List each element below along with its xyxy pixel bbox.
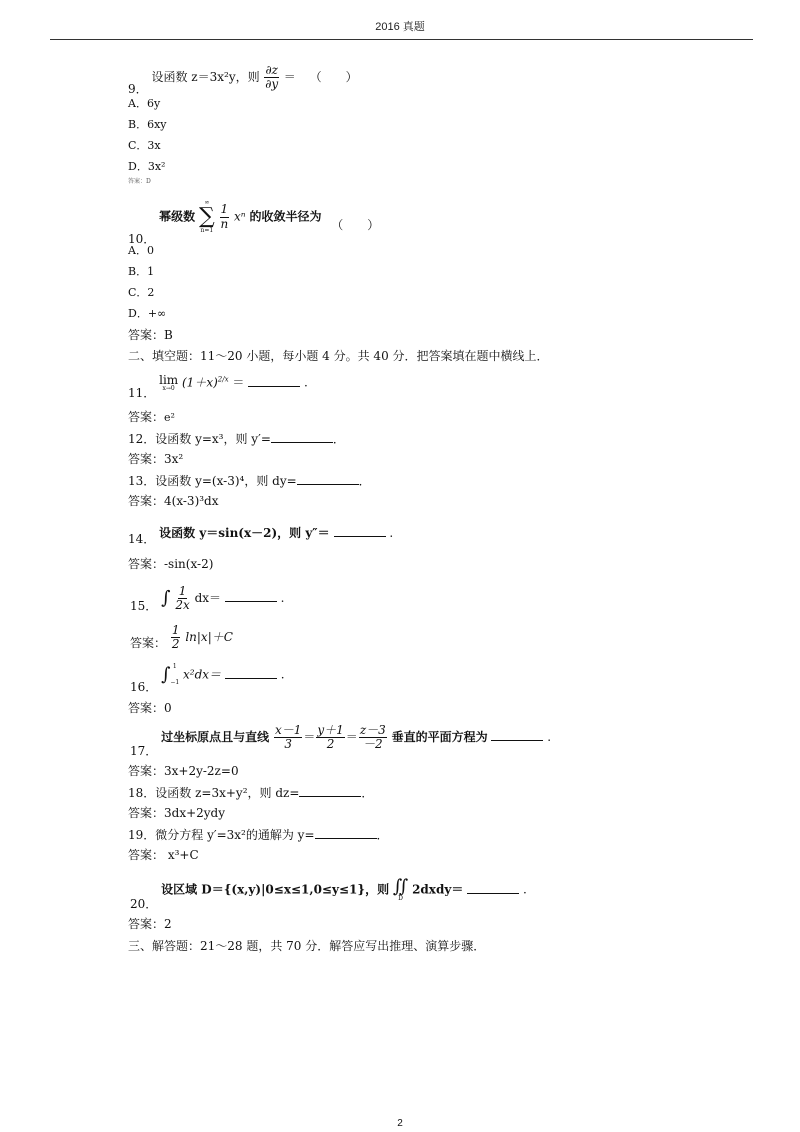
q16-lower: −1 — [170, 679, 180, 686]
q10-line — [128, 199, 380, 246]
q17-frac-1 — [274, 724, 302, 751]
section-2-heading: 二、填空题：11～20 小题，每小题 4 分。共 40 分．把答案填在题中横线上． — [128, 349, 549, 363]
q19-answer-blank — [315, 828, 377, 839]
q15-answer-label: 答案： — [130, 636, 167, 651]
q14-answer: 答案：-sin(x-2) — [128, 557, 214, 571]
q13-answer-blank — [297, 474, 359, 485]
q16-bounds — [170, 664, 179, 686]
q10-sum-top: ∞ — [204, 199, 210, 206]
q11-answer-label: 答案： — [128, 410, 165, 424]
q15-frac-num: 1 — [178, 584, 187, 598]
q10-option-a: A．0 — [128, 244, 154, 257]
q15-answer-blank — [225, 591, 277, 602]
section-3-heading: 三、解答题：21～28 题，共 70 分．解答应写出推理、演算步骤． — [128, 939, 486, 953]
q17-answer: 答案：3x+2y-2z=0 — [128, 764, 239, 778]
sigma-icon: ∑ — [198, 204, 215, 229]
q10-frac — [220, 203, 230, 230]
q10-option-c: C．2 — [128, 286, 155, 299]
q17-frac-2-num: y＋1 — [317, 723, 344, 737]
q16-answer: 答案：0 — [128, 701, 172, 715]
q13-text: 13．设函数 y=(x-3)⁴，则 dy= — [128, 474, 297, 488]
q20-number: 20． — [130, 896, 158, 911]
q16-end: . — [280, 667, 285, 682]
q20-stem: 设区域 D＝{(x,y)|0≤x≤1,0≤y≤1}，则 — [161, 882, 390, 897]
q11-expr: (1＋x) — [182, 375, 218, 390]
q20-answer: 答案：2 — [128, 917, 172, 931]
q11-answer — [128, 411, 175, 423]
q17-frac-3-den: －2 — [362, 737, 383, 752]
q16-integrand: x²dx＝ — [183, 667, 222, 682]
q18-text: 18．设函数 z=3x+y²，则 dz= — [128, 786, 300, 800]
q12-end: ． — [332, 432, 345, 446]
q12-text: 12．设函数 y=x³，则 y′= — [128, 432, 271, 446]
q14-stem: 设函数 y＝sin(x－2)，则 y″＝ — [159, 526, 330, 540]
q15-answer — [130, 624, 233, 651]
q20-end: . — [522, 882, 527, 897]
q9-paren: （ ） — [309, 70, 358, 85]
q11-lim-sub: x→0 — [162, 385, 175, 392]
q17-end: . — [547, 730, 552, 745]
q10-paren: （ ） — [331, 217, 380, 232]
q19-line — [128, 828, 389, 841]
q19-end: ． — [376, 828, 389, 842]
page-number: 2 — [397, 1118, 403, 1129]
q11-end: . — [304, 375, 308, 390]
q11-answer-blank — [248, 376, 300, 387]
q11-lim — [159, 374, 178, 392]
q16-number: 16． — [130, 679, 158, 694]
q9-stem: 设函数 z＝3x²y，则 — [151, 70, 260, 85]
q15-end: . — [280, 591, 285, 606]
q19-text: 19．微分方程 y′=3x²的通解为 y= — [128, 828, 315, 842]
q14-line — [128, 526, 394, 546]
q15-answer-frac-num: 1 — [171, 623, 180, 637]
q9-option-c: C．3x — [128, 139, 161, 152]
q17-line: 17． 过坐标原点且与直线 $\frac{x-1}{3}$ ＝ $\frac{y+1}{2}$ ＝ $\frac{z-3}{-2}$ 垂直的平面方程为 . — [130, 723, 552, 759]
q17-answer-blank — [491, 730, 543, 741]
q16-upper: 1 — [172, 663, 177, 670]
q17-frac-2 — [316, 724, 344, 751]
q10-number: 10． — [128, 231, 156, 246]
q13-answer: 答案：4(x-3)³dx — [128, 494, 219, 508]
q10-stem: 幂级数 — [159, 209, 196, 224]
q15-answer-frac — [171, 624, 181, 651]
q10-option-b: B．1 — [128, 265, 155, 278]
q14-answer-blank — [334, 526, 386, 537]
q16-answer-blank — [225, 668, 277, 679]
q18-end: ． — [361, 786, 374, 800]
q15-number: 15． — [130, 599, 158, 614]
q14-end: . — [389, 526, 394, 540]
header-rule — [50, 39, 753, 40]
q12-line — [128, 432, 345, 445]
q20-line — [130, 876, 527, 911]
q13-line — [128, 474, 371, 487]
q11-line — [128, 373, 308, 400]
page-header: 2016 真题 — [375, 21, 425, 33]
q15-frac — [175, 585, 189, 612]
q10-tail: 的收敛半径为 — [249, 209, 322, 224]
q17-frac-3-num: z－3 — [359, 723, 386, 737]
q10-frac-num: 1 — [220, 202, 229, 217]
q14-number: 14． — [128, 532, 156, 546]
q11-exponent: 2/x — [217, 375, 229, 384]
q18-answer-blank — [299, 786, 361, 797]
q11-lim-label: lim — [159, 373, 179, 387]
integral-icon: ∫ — [161, 587, 171, 609]
q9-option-b: B．6xy — [128, 118, 167, 131]
q16-line — [130, 663, 285, 694]
q20-double-integral — [393, 878, 408, 902]
q17-frac-3 — [359, 724, 387, 751]
q17-tail: 垂直的平面方程为 — [391, 730, 488, 745]
q10-sum-bottom: n=1 — [200, 227, 214, 234]
q9-number: 9． — [128, 82, 148, 97]
q9-answer: 答案：D — [128, 178, 151, 185]
q10-answer: 答案：B — [128, 328, 173, 342]
q20-int-sub: D — [398, 895, 403, 902]
q17-frac-2-den: 2 — [326, 737, 335, 752]
q11-number: 11． — [128, 385, 156, 400]
q10-option-d: D．+∞ — [128, 307, 167, 320]
q12-answer-blank — [271, 432, 333, 443]
q17-frac-1-den: 3 — [284, 737, 292, 752]
q18-line — [128, 786, 373, 799]
q18-answer: 答案：3dx+2ydy — [128, 806, 226, 820]
q9-derivative-den: ∂y — [265, 77, 279, 92]
q10-term: xⁿ — [233, 209, 246, 224]
q15-frac-den: 2x — [175, 598, 190, 613]
q9-derivative — [264, 64, 279, 91]
q19-answer: 答案： x³+C — [128, 848, 199, 862]
q13-end: ． — [358, 474, 371, 488]
q15-line — [130, 585, 285, 612]
q10-frac-den: n — [220, 216, 229, 231]
q20-answer-blank — [467, 883, 519, 894]
q10-sum — [199, 200, 215, 234]
q12-answer: 答案：3x² — [128, 452, 184, 466]
q17-stem: 过坐标原点且与直线 — [161, 730, 270, 745]
q15-dx: dx＝ — [194, 591, 222, 606]
q9-option-a: A．6y — [128, 97, 161, 110]
q9-eq: ＝ — [283, 70, 296, 85]
q20-integrand: 2dxdy＝ — [412, 882, 464, 897]
q15-answer-frac-den: 2 — [171, 637, 180, 652]
q9-line — [128, 63, 358, 97]
q9-option-d: D．3x² — [128, 160, 166, 173]
q9-derivative-num: ∂z — [265, 63, 278, 77]
double-integral-icon: ∬ — [392, 876, 409, 897]
q11-answer-value: e² — [164, 411, 175, 424]
q11-eq: ＝ — [232, 375, 245, 390]
q17-number: 17． — [130, 744, 158, 759]
q15-answer-tail: ln|x|＋C — [185, 630, 233, 645]
definite-integral-icon: ∫ — [161, 664, 171, 685]
q17-frac-1-num: x－1 — [274, 723, 302, 737]
